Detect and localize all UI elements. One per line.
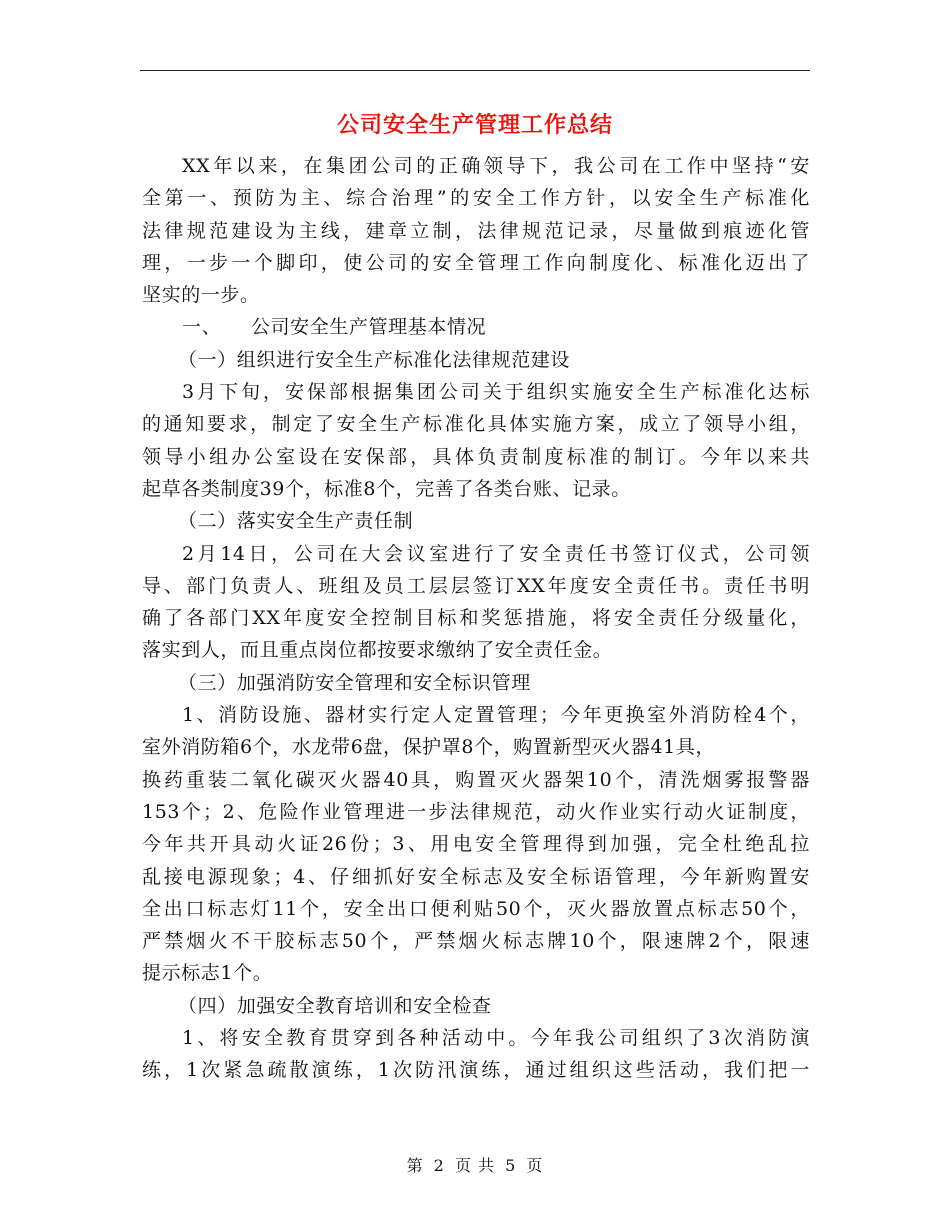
document-body [142, 150, 810, 1087]
subsection-heading: （一）组织进行安全生产标准化法律规范建设 [178, 348, 571, 371]
footer-page-number: 2 [433, 1156, 445, 1175]
body-line: 严禁烟火不干胶标志50个，严禁烟火标志牌10个，限速牌2个，限速 [142, 930, 810, 953]
body-line: 的通知要求，制定了安全生产标准化具体实施方案，成立了领导小组， [142, 413, 810, 436]
body-line: 法律规范建设为主线，建章立制，法律规范记录，尽量做到痕迹化管 [142, 219, 810, 242]
header-rule [140, 70, 810, 71]
body-line: XX年以来，在集团公司的正确领导下，我公司在工作中坚持“安 [182, 155, 810, 177]
body-line: 全出口标志灯11个，安全出口便利贴50个，灭火器放置点标志50个， [142, 897, 810, 920]
footer-page-mid: 页 共 [454, 1156, 496, 1175]
page-footer [0, 1153, 950, 1176]
body-line: 1、将安全教育贯穿到各种活动中。今年我公司组织了3次消防演 [182, 1027, 810, 1050]
body-line: 今年共开具动火证26份；3、用电安全管理得到加强，完全杜绝乱拉 [142, 833, 810, 856]
subsection-heading: （四）加强安全教育培训和安全检查 [178, 994, 492, 1017]
body-line: 室外消防箱6个，水龙带6盘，保护罩8个，购置新型灭火器41具， [142, 736, 716, 759]
subsection-heading: （二）落实安全生产责任制 [178, 510, 414, 533]
body-line: 换药重装二氧化碳灭火器40具，购置灭火器架10个，清洗烟雾报警器 [142, 768, 810, 791]
footer-page-label: 第 [406, 1156, 424, 1175]
subsection-heading: （三）加强消防安全管理和安全标识管理 [178, 671, 531, 694]
footer-page-end: 页 [526, 1156, 544, 1175]
body-line: 3月下旬，安保部根据集团公司关于组织实施安全生产标准化达标 [182, 381, 810, 404]
body-line: 练，1次紧急疏散演练，1次防汛演练，通过组织这些活动，我们把一 [142, 1059, 810, 1082]
body-line: 坚实的一步。 [142, 284, 260, 307]
document-title: 公司安全生产管理工作总结 [336, 112, 613, 138]
footer-total-pages: 5 [505, 1156, 517, 1175]
body-line: 1、消防设施、器材实行定人定置管理；今年更换室外消防栓4个， [182, 704, 810, 727]
body-line: 领导小组办公室设在安保部，具体负责制度标准的制订。今年以来共 [142, 445, 810, 468]
body-line: 提示标志1个。 [142, 962, 273, 985]
body-line: 导、部门负责人、班组及员工层层签订XX年度安全责任书。责任书明 [142, 574, 810, 597]
body-line: 确了各部门XX年度安全控制目标和奖惩措施，将安全责任分级量化， [142, 607, 810, 630]
body-line: 全第一、预防为主、综合治理”的安全工作方针，以安全生产标准化 [142, 187, 810, 210]
body-line: 起草各类制度39个，标准8个，完善了各类台账、记录。 [142, 477, 631, 500]
body-line: 153个；2、危险作业管理进一步法律规范，动火作业实行动火证制度， [142, 800, 810, 823]
body-line: 2月14日，公司在大会议室进行了安全责任书签订仪式，公司领 [182, 542, 810, 565]
body-line: 落实到人，而且重点岗位都按要求缴纳了安全责任金。 [142, 639, 613, 662]
section-heading: 一、 公司安全生产管理基本情况 [182, 316, 487, 339]
body-line: 乱接电源现象；4、仔细抓好安全标志及安全标语管理，今年新购置安 [142, 865, 810, 888]
body-line: 理，一步一个脚印，使公司的安全管理工作向制度化、标准化迈出了 [142, 251, 810, 274]
